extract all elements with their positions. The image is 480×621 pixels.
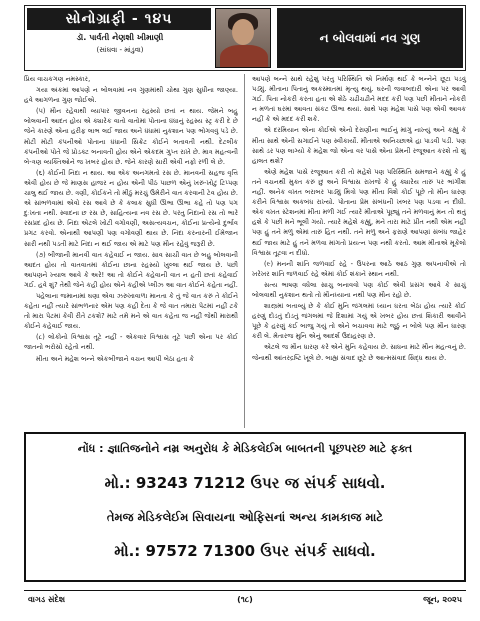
paragraph: મીતા અને મહેશ બન્ને એકબીજાને વચન આપી બેઠા હતા કે xyxy=(36,354,194,363)
magazine-name: વાગડ સંદેશ xyxy=(28,595,66,604)
left-column xyxy=(24,74,238,365)
notice-box xyxy=(24,432,466,582)
photo-face-shape xyxy=(232,19,254,45)
column-series-title: સોનોગ્રાફી - ૧૪૫ xyxy=(27,8,211,30)
column-divider xyxy=(244,74,245,428)
paragraph: પહેલાના જમાનામાં ઘણા એવા ઝરુખાવાળા માનતા કે તું જે વાત કરું તે કોઈને કહેતા નહીં ત્યારે સાંભળનાર એમ પણ કહી દેતા કે જે વાત તમારા પેટમાં નહીં ટકે તો મારા પેટમાં કેવી રીતે ટકશે? માટે તમે મને એ વાત કહેતા જ નહીં જેથી મારાથી કોઈને કહેવાઈ જાય. xyxy=(24,291,238,331)
paragraph: એ દરમિયાન એના કોઈએ એનો દેરાણીના ભાઈનું માંગું નાખ્યું અને કહ્યું કે મીતા સાથે એની સગાઈને પણ સ્વીકાર્યો. મીતાએ અનિચ્છાએ હા પાડવી પડી. પણ સાથે ડર પણ લાગ્યો કે મહેશ જો એના વર પાસે એના પ્રેમની રજૂઆત કરશે તો શું હાલત થશે? xyxy=(252,126,466,165)
notice-phone-1: મો.: 93243 71212 ઉપર જ સંપર્ક સાધવો. xyxy=(104,474,386,492)
author-photo xyxy=(215,8,271,68)
author-place: (સાંઘવા - માંડુવા) xyxy=(96,46,144,54)
notice-line-1: નોંધ : જ્ઞાતિજનોને નમ્ર અનુરોધ કે મેડિકલેઈમ બાબતની પૂછપરછ માટે ફક્ત xyxy=(77,442,413,455)
paragraph: (૭) બીજાની માનવી વાત કહેવાઈ ન જાય. સાવ સાચી વાત છે બહુ બોલવાની આદત હોય તો વાતવાતમાં કોઈના છાના રહસ્યો ખુલ્લા થઈ જાય છે. પછી આપણને ખ્યાલ આવે કે અરે! આ તો કોઈને કહેવાની વાત ન હતી છતાં કહેવાઈ ગઈ. હવે શું? તેથી જેને કહી હોય એને કહીએ પ્લીઝ આ વાત કોઈને કહેતા નહીં. xyxy=(24,250,238,289)
paragraph: (૮) લોકોનો વિશ્વાસ તૂટે નહીં - એકવાર વિશ્વાસ તૂટે પછી એના પર કોઈ જાતનો ભરોસો રહેતો નથી. xyxy=(24,333,238,352)
paragraph: શાસ્ત્રમાં બતાવ્યું છે કે કોઈ મુનિ જંગલમાં ધ્યાન ધરતા બેઠા હોય ત્યારે કોઈ હરણું દોડતું દોડતું જંગલમાં જે દિશામાં ગયું એ ખબર હોય છતાં શિકારી આવીને પૂછે કે હરણું કઈ બાજુ ગયું તો એને બચાવવા માટે જૂઠું ન બોલે પણ મૌન ધારણ કરી લે. મેતારજ મુનિ એનું આદર્શ ઉદાહરણ છે. xyxy=(252,302,466,341)
paragraph: એણે મહેશ પાસે રજૂઆત કરી તો મહેશે પણ પરિસ્થિતિ સમજાને કહ્યું કે હું તને વચનથી મુક્ત કરું છું અને વિશ્વાસ રાખજે કે હું ક્યારેય તારું પર ભાંગીશ નહીં. અનેક વખત બરાબર પાડ્યું મિત્રો પણ મીતા વિશે કોઈ પૂછે તો મૌન ધારણ કરીને વિશ્વાસ અકબંધ રાખ્યો. પોતાના પ્રેમ સંબંધની ખબર પણ પડવા ન દીધી. એક વખત સ્ટેશનમાં મીતા મળી ગઈ ત્યારે મીતાએ પૂછ્યું તને મળવાનું મન તો થતું હશે કે પછી મને ભૂલી ગયો. ત્યારે મહેશે કહ્યું, મને તારા માટે પ્રીત નથી એમ નહીં પણ હું તને મળું એમાં તારું હિત નથી. તને મળું અને ફરાણે આપણાં સંબંધ જાહેર થઈ જાય માટે હું તને મળવા માંગતો પ્રયત્ન પણ નથી કરતો. આમ મીતાએ મૂકેલો વિશ્વાસ તૂટવા ન દીધો. xyxy=(252,167,466,257)
page-number: (૧૮) xyxy=(237,595,253,604)
photo-body-shape xyxy=(220,45,268,68)
article-body xyxy=(24,74,466,430)
paragraph: આપણે બન્ને સાથે રહેશું પરંતુ પરિસ્થિતિ એ નિર્માણ થઈ કે બન્નેને છૂટા પડવું પડ્યું. મીતાના પિતાનું અકસ્માતમાં મૃત્યુ થયું. ઘરની જવાબદારી એના પર આવી ગઈ. પિતા નોકરી કરતા હતા એ શેઠે ચઢીચઢીને મદદ કરી પણ પછી મીતાને નોકરી ન મળતાં ઘરમાં આવતા સંકટ ઊભા થયાં. સાથે પણ મહેશ પાસે પણ એવી આવક નહીં કે એ મદદ કરી શકે. xyxy=(252,75,466,124)
issue-date: જૂન, ૨૦૨૫ xyxy=(423,595,462,604)
paragraph: (૬) કોઈની નિંદા ન થાય. આ એક અનગમતો રસ છે. માનવની સહજ વૃત્તિ એવી હોય છે જે માણસ હાજર ન હોય એની પીઠ પાછળ એનું ખરું-ખોટું ટિપ્પણ ચાલુ થઈ જાય છે. ત્રણી, કોઈકને તો મીઠું મરચું ઉમેરીને વાત કરવાની ટેવ હોય છે. એ સાંભળવામાં એવો રસ આવે છે કે કલાક સુધી ઊભા ઊભા કહે તો પણ પગ દુઃખતા નથી. સ્વાદના છ રસ છે, સાહિત્યના નવ રસ છે. પરંતુ નિંદાનો રસ તો ભારે રસપ્રદ હોય છે. નિંદા એટલે ખોટી વગોવણી, અસત્યવચન, કોઈના પ્રત્યેનો દુર્ભાવ પ્રગટ કરવો. એનાથી આપણી પણ વગોવણી થાય છે. નિંદા કરનારની ઈમેજાન સારી નથી પડતી માટે નિંદા ન થઈ જાય એ માટે પણ મૌન રહેવું જરૂરી છે. xyxy=(24,168,238,248)
paragraph: પ્રિય વાચકગણ નમસ્કાર, xyxy=(24,75,91,83)
paragraph: સત્ય ભાષણ વધેલા સાચુ બનાવવો પણ કોઈ એવી પ્રસંગ આવે કે સાચું બોલવાથી નુકશાન થતો તો મૌનધ્યાના નથી પણ મૌન રહો છે. xyxy=(252,280,466,299)
page-footer xyxy=(24,590,466,610)
paragraph: (૫) મૌન રહેવાથી વ્યાપાર જીવનના રહસ્યો છતાં ન થાય. જેમને બહુ બોલવાની આદત હોય એ ક્યારેક વાતો વાતોમાં પોતાના ધંધાનું રહસ્ય સ્ટ્ર કરી દે છે જેને કારણે એના હરીફ લાભ લઈ જાય અને ધંધામાં નુકશાન પણ ભોગવવું પડે છે. મોટી મોટી કંપનીઓ પોતાના ધંધાની સિક્રેટ કોઈને બતાવતી નથી. દેટલીક કંપનીઓ પોતે જે પ્રોડક્ટ બનાવતી હોય એને એકદમ ગુપ્ત રાખે છે. માત્ર મહત્વની બે-ત્રણ વ્યક્તિઓને જ ખબર હોય છે. જેને કારણે સારી એવી નફો રળી લે છે. xyxy=(24,107,238,166)
article-title: ન બોલવામાં નવ ગુણ xyxy=(277,8,463,68)
paragraph: ગયા અંકમાં આપણે ન બોલવામાં નવ ગુણમાંથી ચોથા ગુણ સુધીના જાણ્યા. હવે આગળના ગુણ જોઈએ. xyxy=(24,86,238,105)
notice-phone-2: મો.: 97572 71300 ઉપર સંપર્ક સાધવો. xyxy=(114,542,376,560)
right-column xyxy=(252,74,466,364)
author-name: ડૉ. પાર્વતી નેણશી ખીમાણી xyxy=(76,32,164,42)
notice-line-3: તેમજ મેડિકલેઈમ સિવાયના ઓફિસનાં અન્ય કામકાજ માટે xyxy=(106,510,384,524)
article-header xyxy=(24,5,466,71)
paragraph: એટલે જ મૌન ધારણ કરે એને મુનિ કહેવાય છે. સાધના માટે મૌન મહત્વનું છે. જેનાથી આંતરદ્રષ્ટિ ખૂલે છે. બાહ્ય સંવાદ છૂટે છે આત્મસંવાદ સિદ્ધ થાય છે. xyxy=(252,343,466,362)
paragraph: (૯) મનની શાંતિ જળવાઈ રહે - ઉપરના આઠે આઠ ગુણ અપનાવીએ તો ખરેખર શાંતિ જળવાઈ રહે એમાં કોઈ શંકાને સ્થાન નથી. xyxy=(252,259,466,278)
